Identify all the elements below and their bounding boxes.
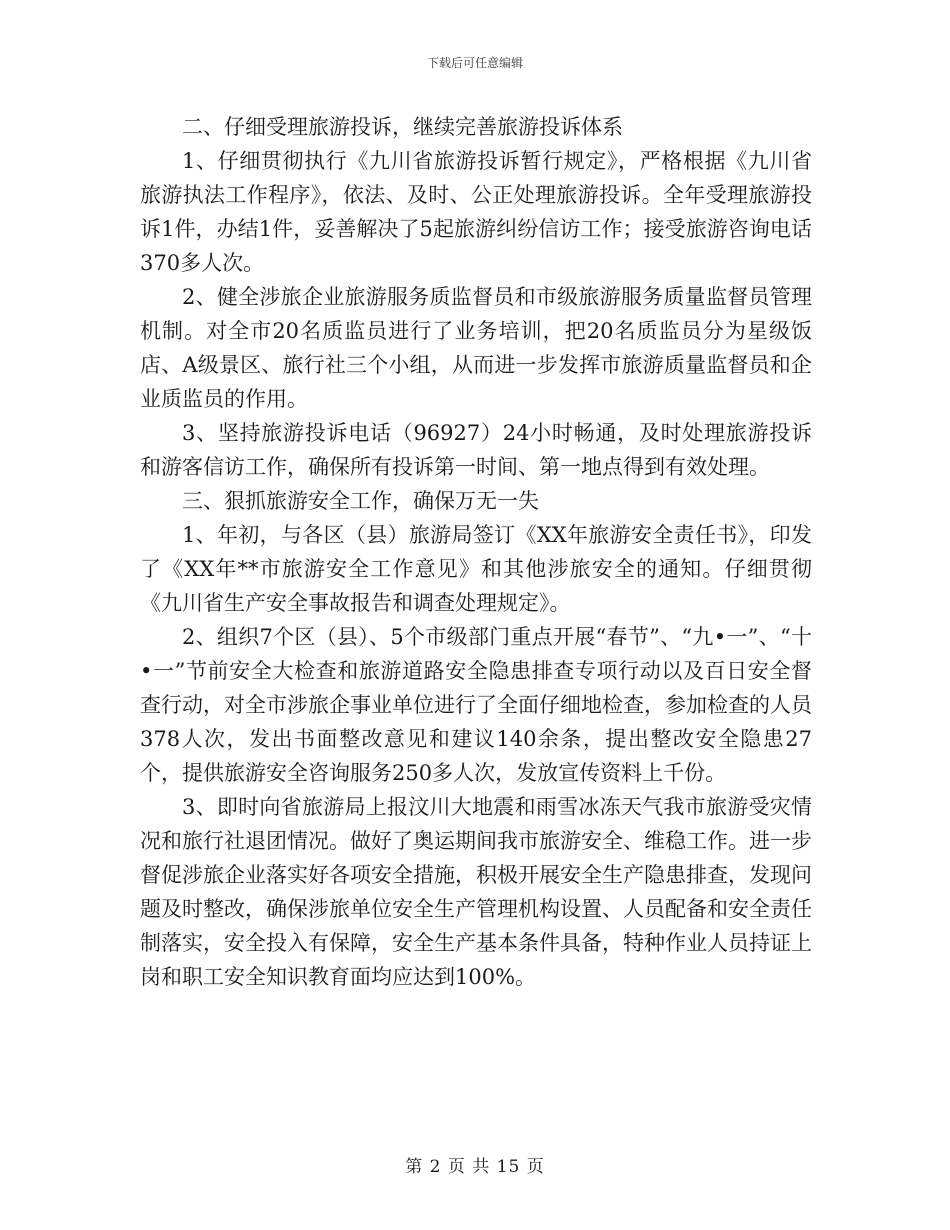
section-heading-2: 二、仔细受理旅游投诉，继续完善旅游投诉体系 — [182, 115, 623, 139]
paragraph-2-3: 3、坚持旅游投诉电话（96927）24小时畅通，及时处理旅游投诉和游客信访工作，确保所有投诉第一时间、第一地点得到有效处理。 — [140, 421, 812, 479]
paragraph-2-1: 1、仔细贯彻执行《九川省旅游投诉暂行规定》，严格根据《九川省旅游执法工作程序》，依法、及时、公正处理旅游投诉。全年受理旅游投诉1件，办结1件，妥善解决了5起旅游纠纷信访工作；接受旅游咨询电话370多人次。 — [140, 149, 812, 275]
document-body — [140, 110, 812, 994]
paragraph-3-3: 3、即时向省旅游局上报汶川大地震和雨雪冰冻天气我市旅游受灾情况和旅行社退团情况。做好了奥运期间我市旅游安全、维稳工作。进一步督促涉旅企业落实好各项安全措施，积极开展安全生产隐患排查，发现问题及时整改，确保涉旅单位安全生产管理机构设置、人员配备和安全责任制落实，安全投入有保障，安全生产基本条件具备，特种作业人员持证上岗和职工安全知识教育面均应达到100%。 — [140, 795, 812, 989]
header-note: 下载后可任意编辑 — [426, 56, 523, 70]
section-heading-3: 三、狠抓旅游安全工作，确保万无一失 — [182, 489, 539, 513]
paragraph-2-2: 2、健全涉旅企业旅游服务质监督员和市级旅游服务质量监督员管理机制。对全市20名质监员进行了业务培训，把20名质监员分为星级饭店、A级景区、旅行社三个小组，从而进一步发挥市旅游质量监督员和企业质监员的作用。 — [140, 285, 812, 411]
page-number-footer: 第 2 页 共 15 页 — [405, 1157, 545, 1177]
paragraph-3-1: 1、年初，与各区（县）旅游局签订《XX年旅游安全责任书》，印发了《XX年**市旅游安全工作意见》和其他涉旅安全的通知。仔细贯彻《九川省生产安全事故报告和调查处理规定》。 — [140, 523, 812, 615]
paragraph-3-2: 2、组织7个区（县）、5个市级部门重点开展“春节”、“九•一”、“十•一”节前安全大检查和旅游道路安全隐患排查专项行动以及百日安全督查行动，对全市涉旅企事业单位进行了全面仔细地检查，参加检查的人员378人次，发出书面整改意见和建议140余条，提出整改安全隐患27个，提供旅游安全咨询服务250多人次，发放宣传资料上千份。 — [140, 625, 812, 785]
